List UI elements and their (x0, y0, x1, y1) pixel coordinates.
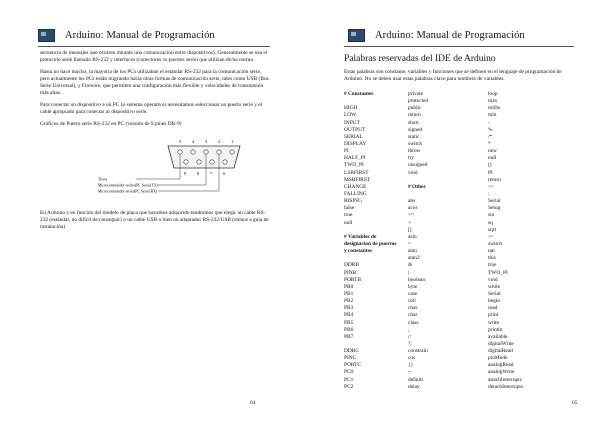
keyword-item: ?: (408, 340, 412, 347)
keyword-item: PI (344, 148, 349, 155)
header (38, 26, 215, 44)
keyword-item: DDRC (344, 348, 359, 355)
keyword-item: available (488, 333, 508, 340)
pin (197, 160, 201, 164)
pin (191, 150, 195, 154)
left-body-text-2 (40, 210, 272, 231)
keyword-item: asin (408, 233, 417, 240)
keyword-item: DDRB (344, 262, 359, 269)
figure-caption: Gráficos de Puerto serie RS-232 en PC (versión de 9 pines DB-9) (40, 121, 182, 127)
keyword-item: () (488, 162, 492, 169)
keyword-item: millis (488, 105, 501, 112)
keyword-item: ceil (408, 298, 416, 305)
keyword-item: acos (408, 205, 418, 212)
keyword-item: return (488, 176, 501, 183)
header-rule (344, 46, 574, 47)
keyword-item: throw (408, 148, 421, 155)
pin (230, 150, 234, 154)
section-title: Palabras reservadas del IDE de Arduino (344, 54, 496, 64)
keyword-item: while (488, 283, 500, 290)
keyword-item: char (408, 312, 418, 319)
diagram-label: Microcontrolador recibe(PC Serial TX) (98, 183, 158, 188)
keyword-item: min (488, 112, 497, 119)
keyword-item: null (344, 219, 353, 226)
diagram-label: Microcontrolador envía(PC Serial RX) (98, 189, 158, 194)
keyword-item: % (488, 126, 493, 133)
keyword-item: delay (408, 383, 420, 390)
keyword-item: - (488, 119, 490, 126)
db9-connector-diagram (40, 138, 272, 196)
keyword-item: new (488, 148, 497, 155)
keyword-item (344, 255, 404, 262)
keyword-item: [] (408, 226, 412, 233)
keyword-item: protected (408, 98, 429, 105)
header (348, 26, 525, 44)
keyword-item: cos (408, 355, 416, 362)
keyword-item: DISPLAY (344, 140, 367, 147)
keyword-item: attachInterrupts (488, 376, 522, 383)
keyword-item: PB3 (344, 305, 354, 312)
keyword-heading: # Other (408, 183, 426, 190)
keyword-item: PORTB (344, 276, 362, 283)
keyword-item: byte (408, 283, 418, 290)
keyword-item: println (488, 326, 503, 333)
pin-number: 5 (179, 139, 182, 144)
keyword-item: try (408, 155, 414, 162)
keyword-item: write (488, 319, 500, 326)
pin-number: 1 (231, 139, 234, 144)
keyword-item: PINC (344, 355, 357, 362)
keyword-item: HALF_PI (344, 155, 366, 162)
pin (223, 160, 227, 164)
keyword-item: sq (488, 219, 493, 226)
page-number: 65 (572, 400, 578, 406)
pin-number: 9 (184, 171, 187, 176)
keyword-item: PB4 (344, 312, 354, 319)
keyword-item: case (408, 290, 418, 297)
keyword-item: void (488, 276, 498, 283)
keyword-item: atan (408, 248, 417, 255)
keyword-item: static (408, 133, 420, 140)
keyword-item: Serial (488, 198, 501, 205)
keyword-item: this (488, 255, 496, 262)
page-number: 64 (250, 400, 256, 406)
keyword-heading: # Constantes (344, 91, 374, 97)
arduino-logo-icon (348, 29, 365, 42)
keyword-item: CHANGE (344, 183, 367, 190)
keyword-item: short (408, 119, 419, 126)
keyword-item: PC1 (344, 376, 354, 383)
keyword-item: PC0 (344, 369, 354, 376)
keyword-item: begin (488, 298, 500, 305)
keyword-heading: designacion de puertos (344, 240, 397, 247)
keywords-column-1 (344, 91, 404, 391)
keyword-item: sin (488, 212, 495, 219)
keyword-item: -= (488, 233, 493, 240)
keyword-item: max (488, 98, 498, 105)
keyword-item: >> (488, 183, 495, 190)
diagram-label: Tierra (98, 177, 108, 182)
keyword-item: digitalRead (488, 348, 513, 355)
keyword-item: PB1 (344, 290, 354, 297)
keyword-item: , (408, 326, 410, 333)
keyword-item: class (408, 319, 419, 326)
keyword-item: sqrt (488, 226, 497, 233)
arduino-logo-icon (38, 29, 55, 42)
db9-diagram-svg (40, 138, 272, 196)
keyword-item: -- (408, 369, 412, 376)
keyword-item: tan (488, 248, 495, 255)
keyword-item: LSBFIRST (344, 169, 369, 176)
keyword-item: public (408, 105, 422, 112)
keyword-item: constrain (408, 348, 428, 355)
keyword-item: atan2 (408, 255, 420, 262)
pin (178, 150, 182, 154)
keyword-heading: y constantes (344, 248, 373, 255)
keyword-item: PC2 (344, 383, 354, 390)
left-body-text (40, 50, 272, 133)
keyword-item: {} (408, 362, 414, 369)
keyword-item: digitalWrite (488, 340, 514, 347)
keyword-item: PB0 (344, 283, 354, 290)
pin-number: 4 (192, 139, 195, 144)
keyword-item: analogWrite (488, 369, 515, 376)
keyword-item: abs (408, 198, 416, 205)
paragraph: secuencia de mensajes que ocurren durante una comunicación entre dispositivos). Generalmente se usa el protocolo serie llamado RS-232 y interfaces (conectores vs puertos serie) que utilizan dicha norma. (40, 50, 268, 63)
keyword-item: switch (488, 240, 503, 247)
keywords-column-3 (488, 91, 552, 391)
header-title: Arduino: Manual de Programación (65, 29, 215, 41)
keyword-item: & (408, 262, 413, 269)
keyword-item: unsigned (408, 162, 428, 169)
keyword-item: MSBFIRST (344, 176, 371, 183)
pin-number: 3 (205, 139, 208, 144)
keyword-item: TWO_PI (488, 269, 508, 276)
keyword-item: OUTPUT (344, 126, 366, 133)
keyword-item: signed (408, 126, 423, 133)
keyword-item: char (408, 305, 418, 312)
pin (210, 160, 214, 164)
header-title: Arduino: Manual de Programación (375, 29, 525, 41)
keyword-item: void (408, 169, 418, 176)
keyword-item: LOW (344, 112, 357, 119)
keyword-item: loop (488, 91, 498, 97)
paragraph: Para conectar un dispositivo a un PC (o sistema operativo) necesitamos seleccionar un puerto serie y el cable apropiado para conectar al dispositivo serie. (40, 102, 263, 115)
keyword-item: analogRead (488, 362, 514, 369)
keyword-item: // (408, 333, 411, 340)
keyword-item: read (488, 305, 498, 312)
keyword-item: FALLING (344, 190, 367, 197)
keyword-item: INPUT (344, 119, 360, 126)
keyword-item: detachInterrupts (488, 383, 524, 390)
keyword-item: return (408, 112, 421, 119)
pin (184, 160, 188, 164)
keywords-column-2 (408, 91, 468, 391)
keyword-item: HIGH (344, 105, 358, 112)
header-rule (38, 46, 270, 47)
paragraph: En Arduino y en función del modelo de placa que hayamos adquirido tendremos que elegir un cable RS-232 (estándar, no difícil de conseguir) o un cable USB o bien un adaptador RS-232/USB (enlace a guía de instalación) (40, 210, 269, 230)
keyword-item: null (488, 155, 497, 162)
pin-number: 7 (210, 171, 213, 176)
keyword-item: PB2 (344, 298, 354, 305)
keyword-item: pinMode (488, 355, 508, 362)
keyword-item: PINB (344, 269, 357, 276)
keyword-item: PB6 (344, 326, 354, 333)
pin-number: 8 (197, 171, 200, 176)
keyword-item: += (408, 212, 415, 219)
keyword-item (408, 191, 468, 198)
keyword-item: | (408, 269, 410, 276)
keyword-item: SERIAL (344, 133, 363, 140)
pin (204, 150, 208, 154)
keyword-item: true (344, 212, 353, 219)
keyword-item: RISING (344, 198, 362, 205)
keyword-item: PB7 (344, 333, 354, 340)
pin-number: 2 (218, 139, 221, 144)
keyword-item: ; (488, 190, 490, 197)
keyword-item: print (488, 312, 499, 319)
keyword-item (344, 341, 404, 348)
keyword-item: boolean (408, 276, 426, 283)
right-page (300, 0, 600, 424)
keyword-item: = (408, 240, 412, 247)
keyword-item (344, 227, 404, 234)
keyword-item: TWO_PI (344, 162, 364, 169)
pin-number: 6 (223, 171, 226, 176)
keyword-item: PORTC (344, 362, 362, 369)
keyword-item: default (408, 376, 423, 383)
keyword-heading: # Variables de (344, 233, 377, 240)
keyword-item: PB5 (344, 319, 354, 326)
paragraph: Hasta no hace mucho, la mayoría de los PCs utilizaban el estándar RS-232 para la comunicación serie, pero actualmente los PCs están migrando hacia otras formas de comunicación serie, tales como USB (Bus Serie Universal), y Firewire, que permiten una configuración más flexible y velocidades de transmisión más altas. (40, 69, 269, 96)
keyword-item (344, 98, 404, 105)
intro-paragraph: Estas palabras son constante, variables y funciones que se definen en el lenguaje de programación de Arduino. No se deben usar estas palabras clave para nombres de variables. (344, 69, 562, 82)
keyword-item (408, 177, 468, 184)
keyword-item: * (488, 140, 491, 147)
keyword-item: + (408, 219, 412, 226)
keyword-item: false (344, 205, 355, 212)
keyword-item: switch (408, 140, 423, 147)
keyword-item: Setup (488, 205, 501, 212)
pin (217, 150, 221, 154)
keyword-item: /* (488, 133, 493, 140)
keyword-item: PI (488, 169, 493, 176)
keyword-item: true (488, 262, 497, 269)
keyword-item: private (408, 91, 423, 97)
connector-shell (168, 146, 240, 168)
keyword-item: Serial (488, 290, 501, 297)
